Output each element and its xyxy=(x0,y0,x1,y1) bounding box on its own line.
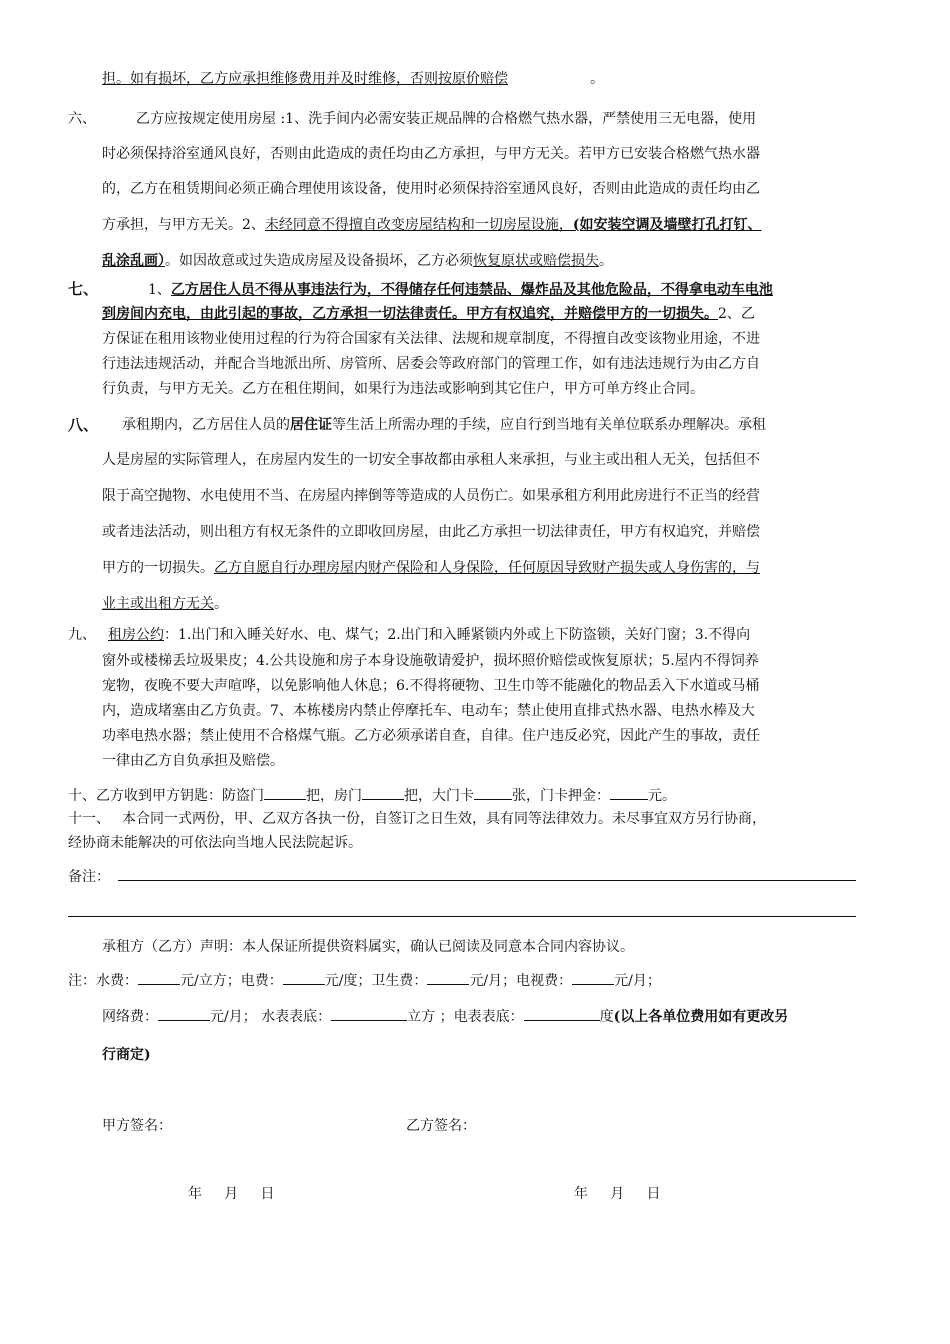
section-8-line-1: 承租期内，乙方居住人员的居住证等生活上所需办理的手续，应自行到当地有关单位联系办理解决。承租 xyxy=(122,417,766,433)
section-7-number: 七、 xyxy=(68,280,99,298)
blank-internet-fee[interactable] xyxy=(158,1006,210,1021)
section-8-line-6: 业主或出租方无关。 xyxy=(102,596,228,612)
section-9-line-2: 窗外或楼梯丢垃圾果皮；4.公共设施和房子本身设施敬请爱护，损坏照价赔偿或恢复原状；5.屋内不得饲养 xyxy=(102,653,759,669)
section-7-line-2: 到房间内充电，由此引起的事故，乙方承担一切法律责任。甲方有权追究，并赔偿甲方的一切损失。2、乙 xyxy=(102,306,755,322)
fees-line-3: 行商定) xyxy=(102,1047,151,1063)
blank-sanitation-fee[interactable] xyxy=(427,970,469,985)
section-7-line-5: 行负责，与甲方无关。乙方在租住期间，如果行为违法或影响到其它住户，甲方可单方终止合同。 xyxy=(102,381,704,397)
section-6-number: 六、 xyxy=(68,111,96,127)
continuation-period: 。 xyxy=(590,71,604,87)
section-9-line-6: 一律由乙方自负承担及赔偿。 xyxy=(102,753,284,769)
blank-card-deposit[interactable] xyxy=(610,785,648,800)
section-11-line-2: 经协商未能解决的可依法向当地人民法院起诉。 xyxy=(68,835,362,851)
blank-room-door-keys[interactable] xyxy=(362,785,404,800)
section-6-line-5: 乱涂乱画）。如因故意或过失造成房屋及设备损坏，乙方必须恢复原状或赔偿损失。 xyxy=(102,253,613,269)
section-8-line-3: 限于高空抛物、水电使用不当、在房屋内摔倒等等造成的人员伤亡。如果承租方利用此房进行不正当的经营 xyxy=(102,488,760,504)
blank-security-door-keys[interactable] xyxy=(264,785,306,800)
section-9-line-3: 宠物，夜晚不要大声喧哗，以免影响他人休息；6.不得将硬物、卫生巾等不能融化的物品丢入下水道或马桶 xyxy=(102,678,760,694)
section-6-line-2: 时必须保持浴室通风良好，否则由此造成的责任均由乙方承担，与甲方无关。若甲方已安装合格燃气热水器 xyxy=(102,146,760,162)
party-a-date: 年 月 日 xyxy=(188,1186,275,1202)
section-7-line-4: 行违法违规活动，并配合当地派出所、房管所、居委会等政府部门的管理工作，如有违法违规行为由乙方自 xyxy=(102,356,760,372)
section-6-line-3: 的，乙方在租赁期间必须正确合理使用该设备，使用时必须保持浴室通风良好，否则由此造成的责任均由乙 xyxy=(102,181,760,197)
section-8-line-4: 或者违法活动，则出租方有权无条件的立即收回房屋，由此乙方承担一切法律责任，甲方有权追究，并赔偿 xyxy=(102,524,760,540)
blank-electricity-fee[interactable] xyxy=(283,970,325,985)
blank-tv-fee[interactable] xyxy=(572,970,614,985)
section-8-number: 八、 xyxy=(68,416,99,434)
section-11-number: 十一、 xyxy=(68,811,110,827)
remark-line-1[interactable] xyxy=(118,880,856,881)
fees-line-1: 注：水费： 元/立方；电费： 元/度；卫生费： 元/月；电视费： 元/月； xyxy=(68,970,661,990)
fees-line-2: 网络费： 元/月； 水表表底： 立方 ；电表表底： 度(以上各单位费用如有更改另 xyxy=(102,1006,788,1026)
blank-water-fee[interactable] xyxy=(138,970,180,985)
section-7-line-1: 1、乙方居住人员不得从事违法行为，不得储存任何违禁品、爆炸品及其他危险品，不得拿电动车电池 xyxy=(148,282,773,298)
section-6-line-4: 方承担，与甲方无关。2、未经同意不得擅自改变房屋结构和一切房屋设施，(如安装空调及墙壁打孔打钉、 xyxy=(102,217,762,233)
section-6-line-1: 乙方应按规定使用房屋 :1、洗手间内必需安装正规品牌的合格燃气热水器，严禁使用三无电器，使用 xyxy=(136,111,757,127)
blank-gate-cards[interactable] xyxy=(474,785,512,800)
section-10: 十、乙方收到甲方钥匙：防盗门 把，房门 把，大门卡 张，门卡押金： 元。 xyxy=(68,785,676,805)
section-9-number: 九、 xyxy=(68,627,96,643)
section-9-line-5: 功率电热水器；禁止使用不合格煤气瓶。乙方必须承诺自查，自律。住户违反必究，因此产生的事故，责任 xyxy=(102,728,760,744)
remark-line-2[interactable] xyxy=(68,916,856,917)
section-8-line-2: 人是房屋的实际管理人，在房屋内发生的一切安全事故都由承租人来承担，与业主或出租人无关，包括但不 xyxy=(102,452,760,468)
section-8-line-5: 甲方的一切损失。乙方自愿自行办理房屋内财产保险和人身保险，任何原因导致财产损失或人身伤害的，与 xyxy=(102,560,760,576)
continuation-line: 担。如有损坏，乙方应承担维修费用并及时维修，否则按原价赔偿 xyxy=(102,71,508,87)
remark-label: 备注： xyxy=(68,869,110,885)
section-9-line-4: 内，造成堵塞由乙方负责。7、本栋楼房内禁止停摩托车、电动车；禁止使用直排式热水器、电热水棒及大 xyxy=(102,703,755,719)
section-9-line-1: 租房公约：1.出门和入睡关好水、电、煤气；2.出门和入睡紧锁内外或上下防盗锁，关好门窗；3.不得向 xyxy=(108,627,751,643)
blank-electric-meter[interactable] xyxy=(524,1006,600,1021)
party-a-signature-label: 甲方签名： xyxy=(102,1118,172,1134)
party-b-signature-label: 乙方签名： xyxy=(406,1118,476,1134)
tenant-declaration: 承租方（乙方）声明：本人保证所提供资料属实，确认已阅读及同意本合同内容协议。 xyxy=(102,939,634,955)
party-b-date: 年 月 日 xyxy=(574,1186,661,1202)
section-7-line-3: 方保证在租用该物业使用过程的行为符合国家有关法律、法规和规章制度，不得擅自改变该物业用途，不进 xyxy=(102,331,760,347)
section-11-line-1: 本合同一式两份，甲、乙双方各执一份，自签订之日生效，具有同等法律效力。未尽事宜双方另行协商， xyxy=(122,811,766,827)
blank-water-meter[interactable] xyxy=(331,1006,407,1021)
